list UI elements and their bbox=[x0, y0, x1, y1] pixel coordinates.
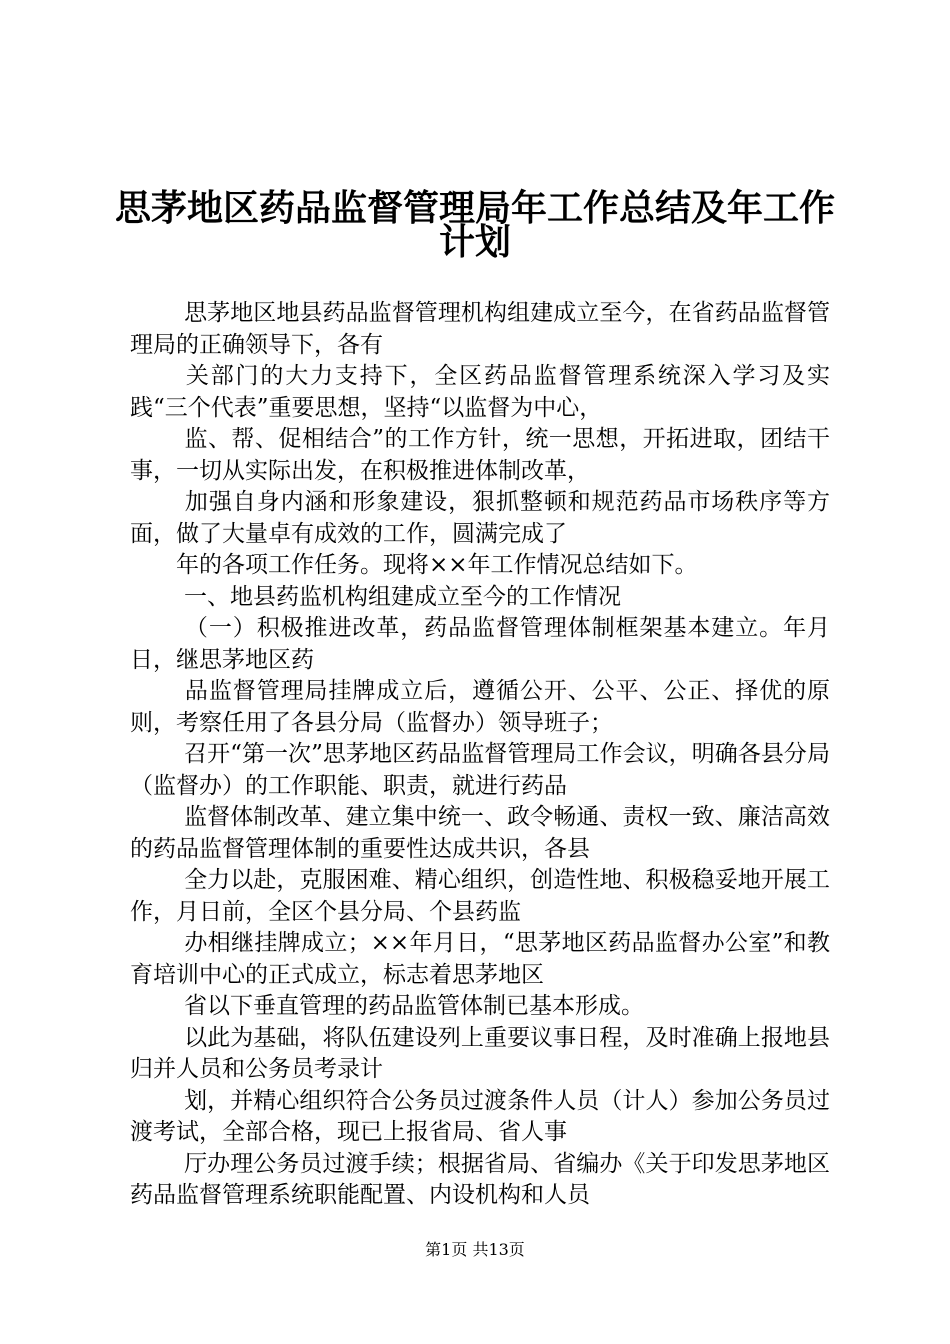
document-body bbox=[130, 298, 830, 1212]
paragraph: 办相继挂牌成立；××年月日，“思茅地区药品监督办公室”和教育培训中心的正式成立，标志着思茅地区 bbox=[130, 930, 830, 988]
document-title-line-2: 计划 bbox=[438, 222, 511, 263]
paragraph: 全力以赴，克服困难、精心组织，创造性地、积极稳妥地开展工作，月日前，全区个县分局、个县药监 bbox=[130, 867, 830, 925]
paragraph: 年的各项工作任务。现将××年工作情况总结如下。 bbox=[176, 552, 698, 578]
paragraph: 监督体制改革、建立集中统一、政令畅通、责权一致、廉洁高效的药品监督管理体制的重要性达成共识，各县 bbox=[130, 804, 830, 862]
paragraph: 思茅地区地县药品监督管理机构组建成立至今，在省药品监督管理局的正确领导下，各有 bbox=[130, 300, 830, 358]
paragraph: 划，并精心组织符合公务员过渡条件人员（计人）参加公务员过渡考试，全部合格，现已上报省局、省人事 bbox=[130, 1087, 830, 1145]
section-heading: 一、地县药监机构组建成立至今的工作情况 bbox=[184, 583, 621, 610]
paragraph: 以此为基础，将队伍建设列上重要议事日程，及时准确上报地县归并人员和公务员考录计 bbox=[130, 1024, 830, 1082]
paragraph: （一）积极推进改革，药品监督管理体制框架基本建立。年月日，继思茅地区药 bbox=[130, 615, 830, 673]
page-number-footer: 第1页 共13页 bbox=[425, 1240, 525, 1259]
document-title-line-1: 思茅地区药品监督管理局年工作总结及年工作 bbox=[114, 188, 835, 229]
paragraph: 监、帮、促相结合”的工作方针，统一思想，开拓进取，团结干事，一切从实际出发，在积极推进体制改革， bbox=[130, 426, 830, 484]
paragraph: 品监督管理局挂牌成立后，遵循公开、公平、公正、择优的原则，考察任用了各县分局（监督办）领导班子； bbox=[130, 678, 830, 736]
paragraph: 召开“第一次”思茅地区药品监督管理局工作会议，明确各县分局（监督办）的工作职能、职责，就进行药品 bbox=[130, 741, 830, 799]
paragraph: 关部门的大力支持下，全区药品监督管理系统深入学习及实践“三个代表”重要思想，坚持“以监督为中心， bbox=[130, 363, 830, 421]
paragraph: 省以下垂直管理的药品监管体制已基本形成。 bbox=[184, 993, 644, 1019]
paragraph: 厅办理公务员过渡手续；根据省局、省编办《关于印发思茅地区药品监督管理系统职能配置、内设机构和人员 bbox=[130, 1150, 830, 1208]
paragraph: 加强自身内涵和形象建设，狠抓整顿和规范药品市场秩序等方面，做了大量卓有成效的工作，圆满完成了 bbox=[130, 489, 830, 547]
